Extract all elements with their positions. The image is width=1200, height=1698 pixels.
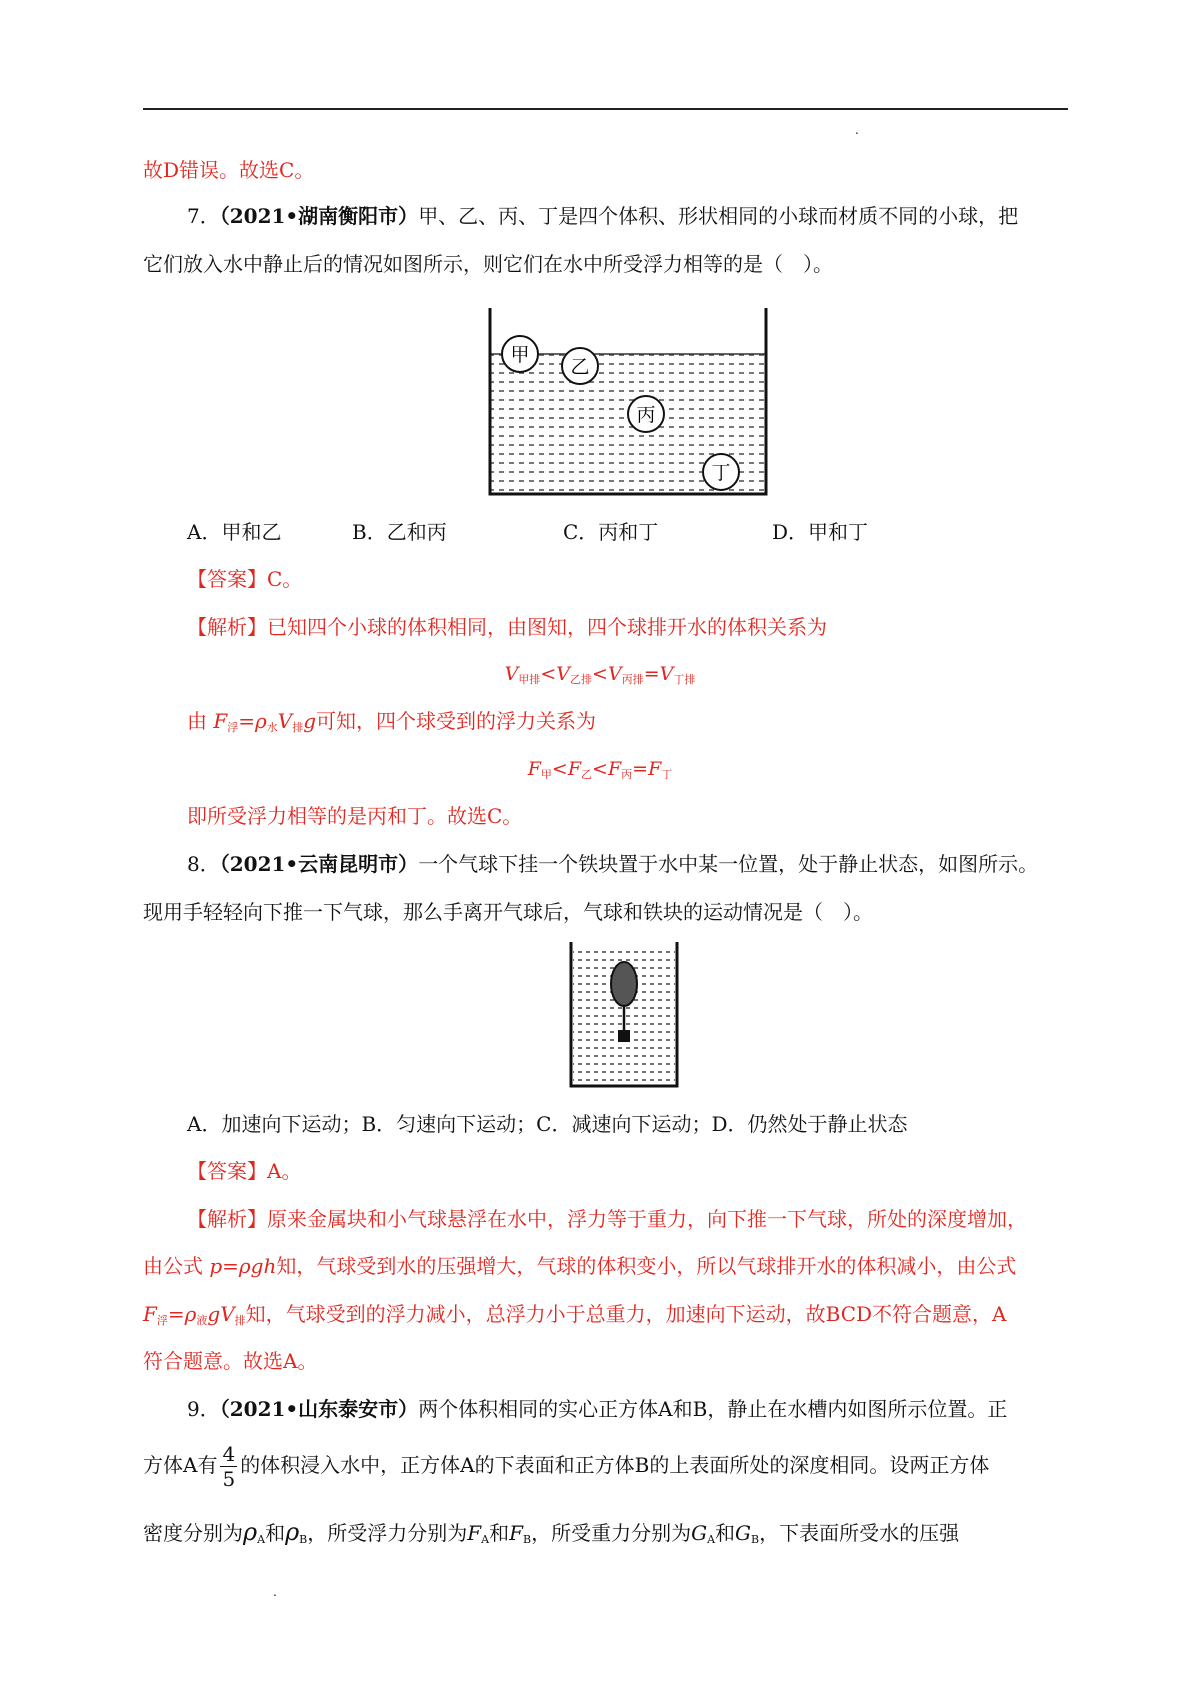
q7-line2: 它们放入水中静止后的情况如图所示，则它们在水中所受浮力相等的是（ ）。: [143, 252, 833, 276]
balloon: [611, 962, 637, 1006]
q7-formula1: $V_{甲排}<V_{乙排}<V_{丙排}=V_{丁排}$: [504, 663, 696, 686]
prev-answer-end: 故D错误。故选C。: [143, 158, 315, 182]
svg-text:甲: 甲: [510, 344, 530, 366]
q8-line2: 现用手轻轻向下推一下气球，那么手离开气球后，气球和铁块的运动情况是（ ）。: [143, 900, 873, 924]
q7-number: 7．: [187, 204, 220, 228]
q8-analysis-line3: $F_浮=\rho_液gV_排$知，气球受到的浮力减小，总浮力小于总重力，加速向下运动，故BCD不符合题意，A: [143, 1302, 1007, 1327]
q7-text1: 甲、乙、丙、丁是四个体积、形状相同的小球而材质不同的小球，把: [418, 204, 1019, 228]
ball-jia: [502, 336, 538, 372]
q7-conclusion: 即所受浮力相等的是丙和丁。故选C。: [187, 804, 523, 828]
q8-answer: 【答案】A。: [187, 1159, 302, 1183]
footer-dot: .: [273, 1585, 277, 1599]
q7-source: （2021•湖南衡阳市）: [219, 204, 419, 228]
q7-analysis2: 由 $F_浮=\rho_水V_排g$可知，四个球受到的浮力关系为: [187, 709, 597, 734]
q8-analysis-label: 【解析】: [187, 1207, 267, 1231]
q7-analysis: 【解析】已知四个小球的体积相同，由图知，四个球排开水的体积关系为: [187, 615, 827, 639]
q7-beaker-figure: [488, 306, 768, 496]
q8-analysis-line1: 【解析】原来金属块和小气球悬浮在水中，浮力等于重力，向下推一下气球，所处的深度增加，: [187, 1207, 1027, 1231]
q7-option-c: C．丙和丁: [563, 520, 659, 544]
svg-text:乙: 乙: [570, 356, 590, 378]
q7-line1: [187, 202, 1018, 230]
q7-option-d: D．甲和丁: [772, 520, 869, 544]
q7-option-a: A．甲和乙: [187, 520, 282, 544]
header-dot: .: [855, 123, 859, 137]
q8-analysis-line4: 符合题意。故选A。: [143, 1349, 318, 1373]
svg-text:丁: 丁: [711, 462, 731, 484]
q9-line1: 9．（2021•山东泰安市）两个体积相同的实心正方体A和B，静止在水槽内如图所示位置。正: [187, 1397, 1008, 1421]
q7-analysis-label: 【解析】: [187, 615, 267, 639]
q8-line1: 8．（2021•云南昆明市）一个气球下挂一个铁块置于水中某一位置，处于静止状态，如图所示。: [187, 852, 1039, 876]
q9-line3: 密度分别为$\rho_A$和$\rho_B$，所受浮力分别为$F_A$和$F_B$，所受重力分别为$G_A$和$G_B$，下表面所受水的压强: [143, 1518, 960, 1546]
ball-yi: [562, 348, 598, 384]
q8-options: A．加速向下运动；B．匀速向下运动；C．减速向下运动；D．仍然处于静止状态: [187, 1112, 908, 1136]
q7-answer: 【答案】C。: [187, 567, 303, 591]
q7-option-b: B．乙和丙: [352, 520, 447, 544]
fraction-four-fifths: $\frac{4}{5}$: [222, 1442, 236, 1491]
ball-bing: [628, 396, 664, 432]
header-rule: [143, 108, 1068, 110]
ball-ding: [703, 454, 739, 490]
q7-formula2: $F_甲<F_乙<F_丙=F_丁$: [527, 758, 673, 781]
q8-balloon-figure: [569, 940, 679, 1088]
q9-line2: 方体A有 $\frac{4}{5}$ 的体积浸入水中，正方体A的下表面和正方体B的上表面所处的深度相同。设两正方体: [143, 1442, 990, 1491]
svg-text:丙: 丙: [636, 404, 656, 426]
iron-block: [618, 1030, 630, 1042]
q8-analysis-line2: 由公式 p=ρgh知，气球受到水的压强增大，气球的体积变小，所以气球排开水的体积减小，由公式: [143, 1254, 1017, 1278]
